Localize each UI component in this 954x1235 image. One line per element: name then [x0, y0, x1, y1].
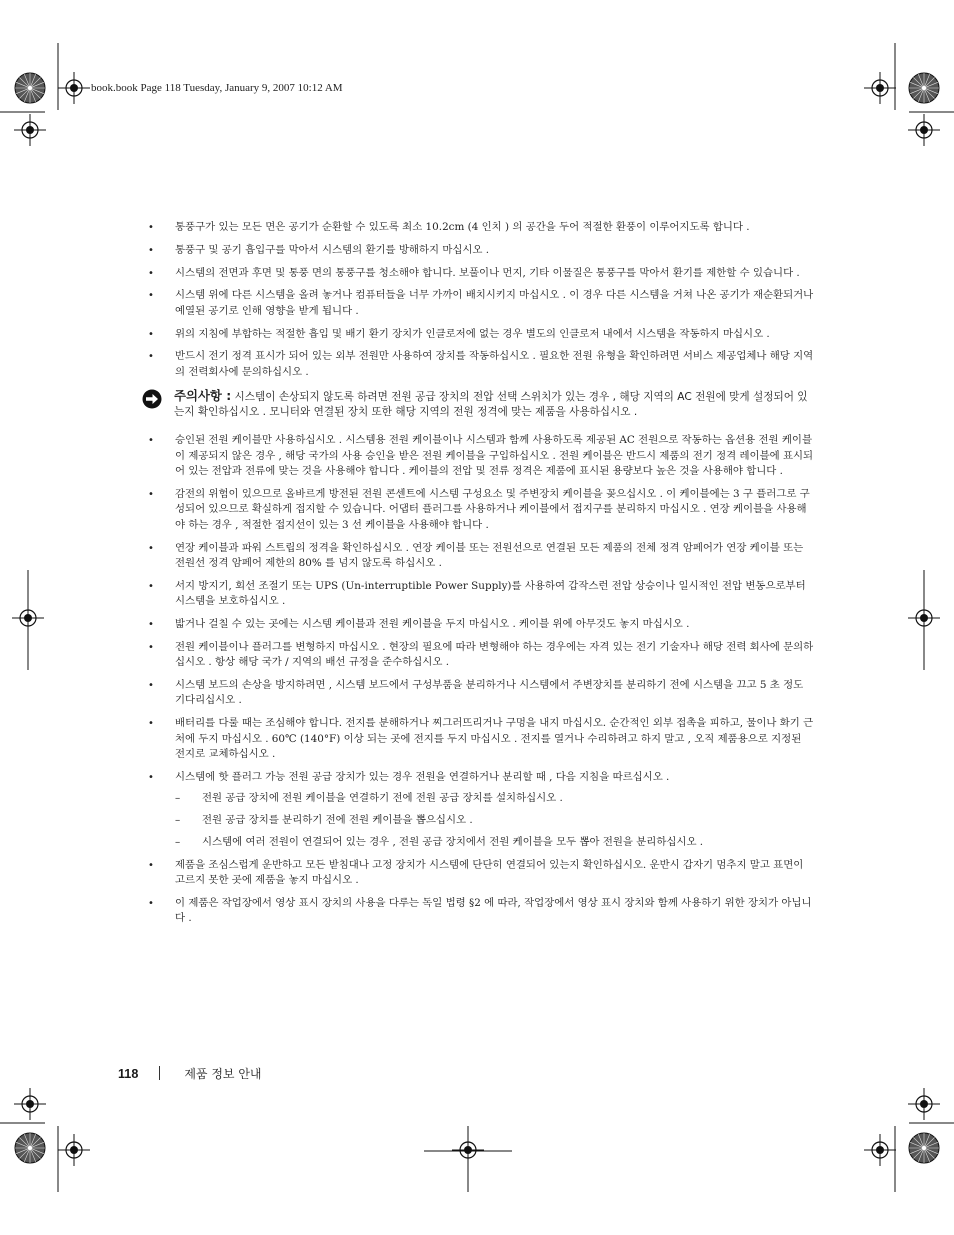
- registration-mark-icon: [908, 114, 940, 146]
- rosette-mark-icon: [15, 1133, 45, 1163]
- notice-block: [142, 388, 814, 421]
- bullet-list-top: [142, 220, 814, 380]
- rosette-mark-icon: [909, 73, 939, 103]
- list-item: • 연장 케이블과 파워 스트립의 정격을 확인하십시오 . 연장 케이블 또는 전원선으로 연결된 모든 제품의 전체 정격 암페어가 연장 케이블 또는 전원선 정격 암페어 제한의 80% 를 넘지 않도록 하십시오 .: [142, 541, 814, 572]
- bullet-list-middle: [142, 433, 814, 926]
- list-item: • 전원 케이블이나 플러그를 변형하지 마십시오 . 현장의 필요에 따라 변형해야 하는 경우에는 자격 있는 전기 기술자나 해당 전력 회사에 문의하십시오 . 항상 해당 국가 / 지역의 배선 규정을 준수하십시오 .: [142, 640, 814, 671]
- registration-mark-icon: [58, 1134, 90, 1166]
- list-item: • 감전의 위험이 있으므로 올바르게 방전된 전원 콘센트에 시스템 구성요소 및 주변장치 케이블을 꽂으십시오 . 이 케이블에는 3 구 플러그로 구성되어 있으므로 확실하게 접지할 수 있습니다. 어댑터 플러그를 사용하거나 케이블에서 접지구를 분리하지 마십시오 . 연장 케이블을 사용해야 하는 경우 , 적절한 접지선이 있는 3 선 케이블을 사용해야 합니다 .: [142, 487, 814, 533]
- registration-mark-icon: [14, 114, 46, 146]
- list-item: • 시스템 보드의 손상을 방지하려면 , 시스템 보드에서 구성부품을 분리하거나 시스템에서 주변장치를 분리하기 전에 시스템을 끄고 5 초 정도 기다리십시오 .: [142, 678, 814, 709]
- rosette-mark-icon: [15, 73, 45, 103]
- list-item: • 승인된 전원 케이블만 사용하십시오 . 시스템용 전원 케이블이나 시스템과 함께 사용하도록 제공된 AC 전원으로 작동하는 옵션용 전원 케이블이 제공되지 않은 경우 , 해당 국가의 사용 승인을 받은 전원 케이블을 구입하십시오 . 전원 케이블은 반드시 제품의 전기 정격 레이블에 표시되어 있는 전압과 전류에 맞는 것을 사용해야 합니다 . 케이블의 전압 및 전류 정격은 제품에 표시된 용량보다 높은 것을 사용해야 합니다 .: [142, 433, 814, 479]
- list-item: • 밟거나 걸칠 수 있는 곳에는 시스템 케이블과 전원 케이블을 두지 마십시오 . 케이블 위에 아무것도 놓지 마십시오 .: [142, 617, 814, 632]
- list-item: • 시스템 위에 다른 시스템을 올려 놓거나 컴퓨터들을 너무 가까이 배치시키지 마십시오 . 이 경우 다른 시스템을 거쳐 나온 공기가 재순환되거나 예열된 공기로 인해 영향을 받게 됩니다 .: [142, 288, 814, 319]
- notice-icon: [142, 389, 162, 409]
- registration-mark-icon: [58, 72, 90, 104]
- document-body: [142, 220, 814, 934]
- sub-list-item: – 시스템에 여러 전원이 연결되어 있는 경우 , 전원 공급 장치에서 전원 케이블을 모두 뽑아 전원을 분리하십시오 .: [175, 835, 814, 850]
- page-number: 118: [118, 1067, 139, 1081]
- registration-mark-icon: [864, 72, 896, 104]
- sub-list: [175, 791, 814, 850]
- sub-list-item: – 전원 공급 장치를 분리하기 전에 전원 케이블을 뽑으십시오 .: [175, 813, 814, 828]
- list-item: • 배터리를 다룰 때는 조심해야 합니다. 전지를 분해하거나 찌그러뜨리거나 구멍을 내지 마십시오. 순간적인 외부 접촉을 피하고, 물이나 화기 근처에 두지 마십시오 . 60℃ (140°F) 이상 되는 곳에 전지를 두지 마십시오 . 전지를 열거나 수리하려고 하지 말고 , 오직 제품용으로 지정된 전지로 교체하십시오 .: [142, 716, 814, 762]
- registration-mark-icon: [452, 1134, 484, 1166]
- list-item-hot-plug: [142, 770, 814, 850]
- list-item: • 반드시 전기 정격 표시가 되어 있는 외부 전원만 사용하여 장치를 작동하십시오 . 필요한 전원 유형을 확인하려면 서비스 제공업체나 해당 지역의 전력회사에 문의하십시오 .: [142, 349, 814, 380]
- registration-mark-icon: [908, 602, 940, 634]
- list-item: • 서지 방지기, 회선 조절기 또는 UPS (Un-interruptible Power Supply)를 사용하여 갑작스런 전압 상승이나 일시적인 전압 변동으로부터 시스템을 보호하십시오 .: [142, 579, 814, 610]
- list-item: • 시스템의 전면과 후면 및 통풍 면의 통풍구를 청소해야 합니다. 보풀이나 먼지, 기타 이물질은 통풍구를 막아서 환기를 제한할 수 있습니다 .: [142, 266, 814, 281]
- footer-title: 제품 정보 안내: [184, 1067, 262, 1081]
- sub-list-item: – 전원 공급 장치에 전원 케이블을 연결하기 전에 전원 공급 장치를 설치하십시오 .: [175, 791, 814, 806]
- list-item: • 제품을 조심스럽게 운반하고 모든 받침대나 고정 장치가 시스템에 단단히 연결되어 있는지 확인하십시오. 운반시 갑자기 멈추지 말고 표면이 고르지 못한 곳에 제품을 놓지 마십시오 .: [142, 858, 814, 889]
- registration-mark-icon: [908, 1088, 940, 1120]
- registration-mark-icon: [12, 602, 44, 634]
- footer-divider: [159, 1066, 160, 1080]
- notice-text: 시스템이 손상되지 않도록 하려면 전원 공급 장치의 전압 선택 스위치가 있는 경우 , 해당 지역의 AC 전원에 맞게 설정되어 있는지 확인하십시오 . 모니터와 연결된 장치 또한 해당 지역의 전원 정격에 맞는 제품을 사용하십시오 .: [174, 390, 808, 418]
- page-footer: [118, 1065, 262, 1082]
- list-item: • 통풍구가 있는 모든 면은 공기가 순환할 수 있도록 최소 10.2cm (4 인치 ) 의 공간을 두어 적절한 환풍이 이루어지도록 합니다 .: [142, 220, 814, 235]
- list-item: • 통풍구 및 공기 흡입구를 막아서 시스템의 환기를 방해하지 마십시오 .: [142, 243, 814, 258]
- registration-mark-icon: [864, 1134, 896, 1166]
- list-item-text: 시스템에 핫 플러그 가능 전원 공급 장치가 있는 경우 전원을 연결하거나 분리할 때 , 다음 지침을 따르십시오 .: [175, 770, 670, 783]
- list-item: • 위의 지침에 부합하는 적절한 흡입 및 배기 환기 장치가 인클로저에 없는 경우 별도의 인클로저 내에서 시스템을 작동하지 마십시오 .: [142, 327, 814, 342]
- registration-mark-icon: [14, 1088, 46, 1120]
- list-item: • 이 제품은 작업장에서 영상 표시 장치의 사용을 다루는 독일 법령 §2 에 따라, 작업장에서 영상 표시 장치와 함께 사용하기 위한 장치가 아닙니다 .: [142, 896, 814, 927]
- print-slug-header: book.book Page 118 Tuesday, January 9, 2007 10:12 AM: [91, 82, 343, 94]
- rosette-mark-icon: [909, 1133, 939, 1163]
- notice-label: 주의사항 :: [174, 387, 232, 403]
